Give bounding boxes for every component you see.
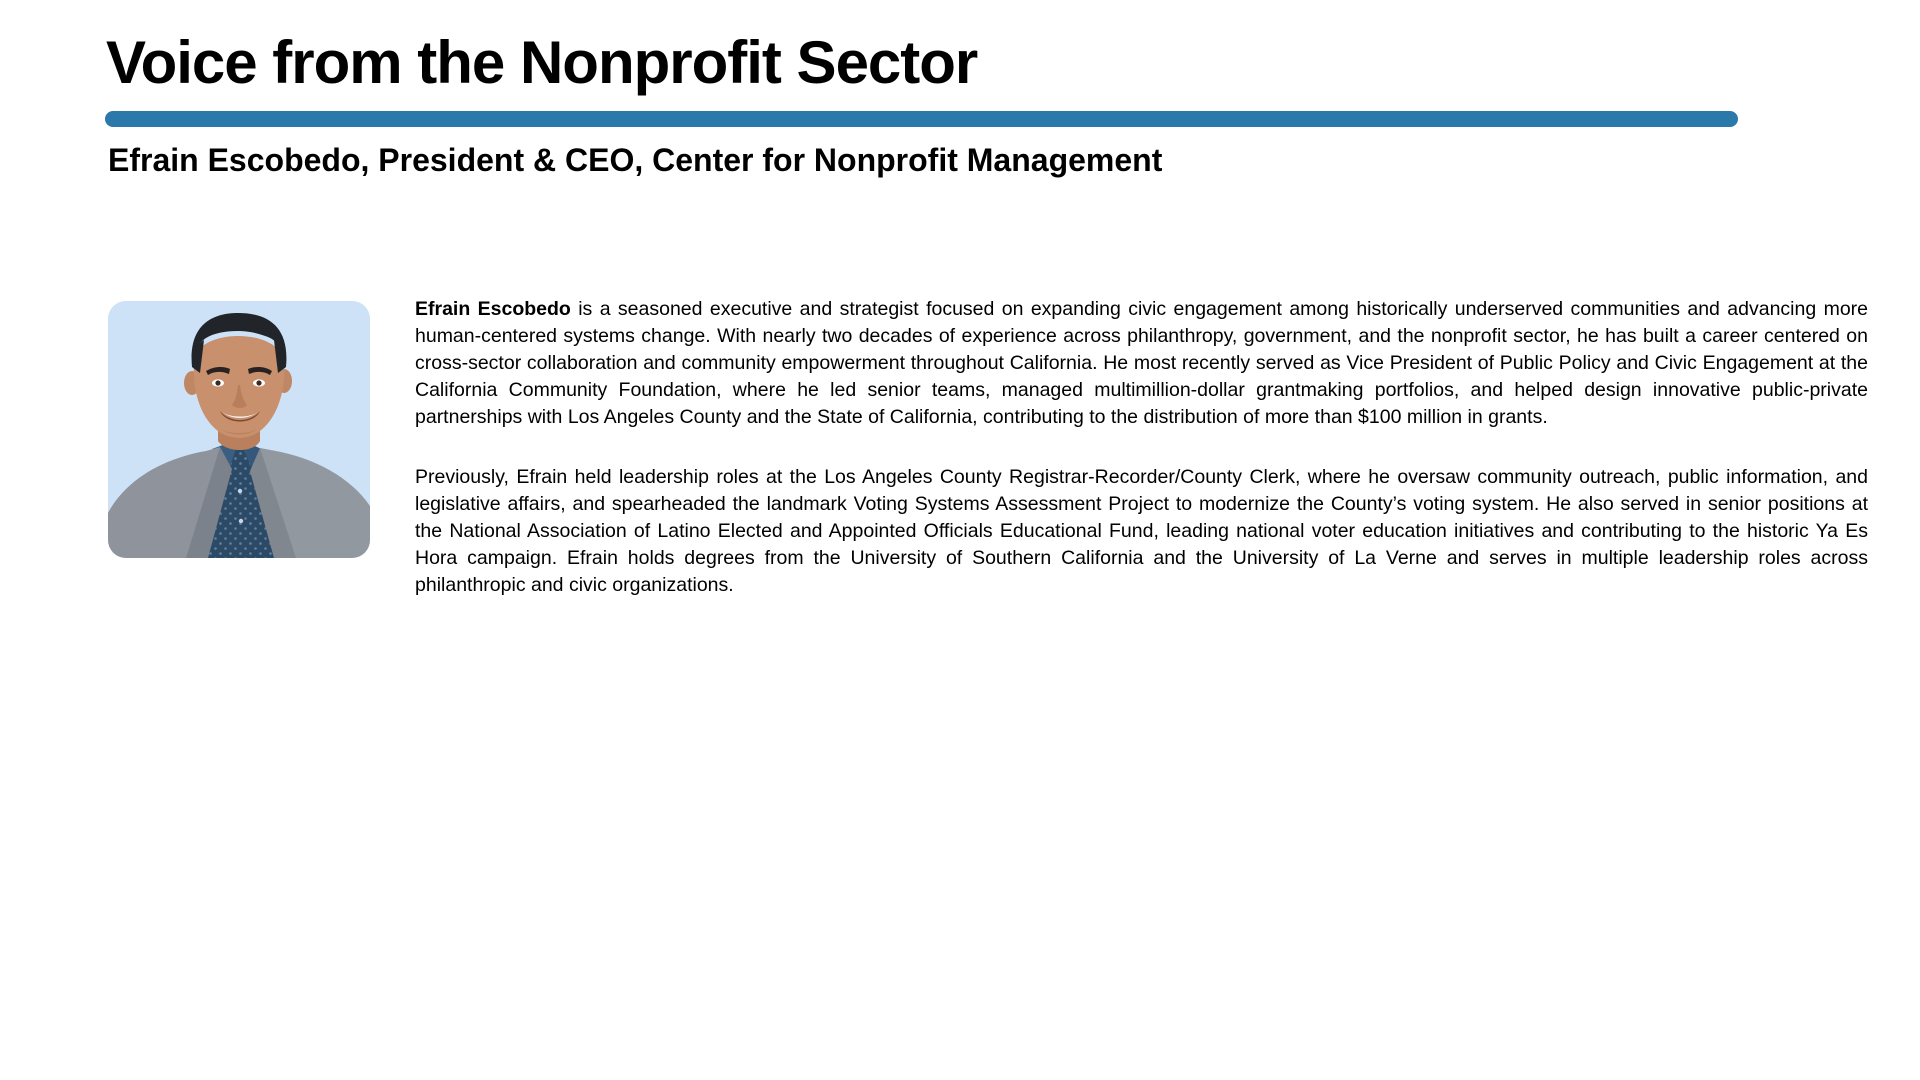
title-divider-bar	[105, 111, 1738, 127]
bio-paragraph-1-text: is a seasoned executive and strategist focused on expanding civic engagement among historically underserved communities and advancing more human-centered systems change. With nearly two decades of experience across philanthropy, government, and the nonprofit sector, he has built a career centered on cross-sector collaboration and community empowerment throughout California. He most recently served as Vice President of Public Policy and Civic Engagement at the California Community Foundation, where he led senior teams, managed multimillion-dollar grantmaking portfolios, and helped design innovative public-private partnerships with Los Angeles County and the State of California, contributing to the distribution of more than $100 million in grants.	[415, 298, 1868, 428]
profile-photo	[108, 301, 370, 558]
bio-paragraph-1	[415, 296, 1868, 431]
profile-photo-illustration	[108, 301, 370, 558]
page-subtitle: Efrain Escobedo, President & CEO, Center for Nonprofit Management	[108, 142, 1163, 178]
bio-text	[415, 296, 1868, 599]
bio-paragraph-2: Previously, Efrain held leadership roles at the Los Angeles County Registrar-Recorder/County Clerk, where he oversaw community outreach, public information, and legislative affairs, and spearheaded the landmark Voting Systems Assessment Project to modernize the County’s voting system. He also served in senior positions at the National Association of Latino Elected and Appointed Officials Educational Fund, leading national voter education initiatives and contributing to the historic Ya Es Hora campaign. Efrain holds degrees from the University of Southern California and the University of La Verne and serves in multiple leadership roles across philanthropic and civic organizations.	[415, 466, 1868, 596]
bio-name-lead: Efrain Escobedo	[415, 298, 571, 320]
page-title: Voice from the Nonprofit Sector	[106, 29, 978, 96]
